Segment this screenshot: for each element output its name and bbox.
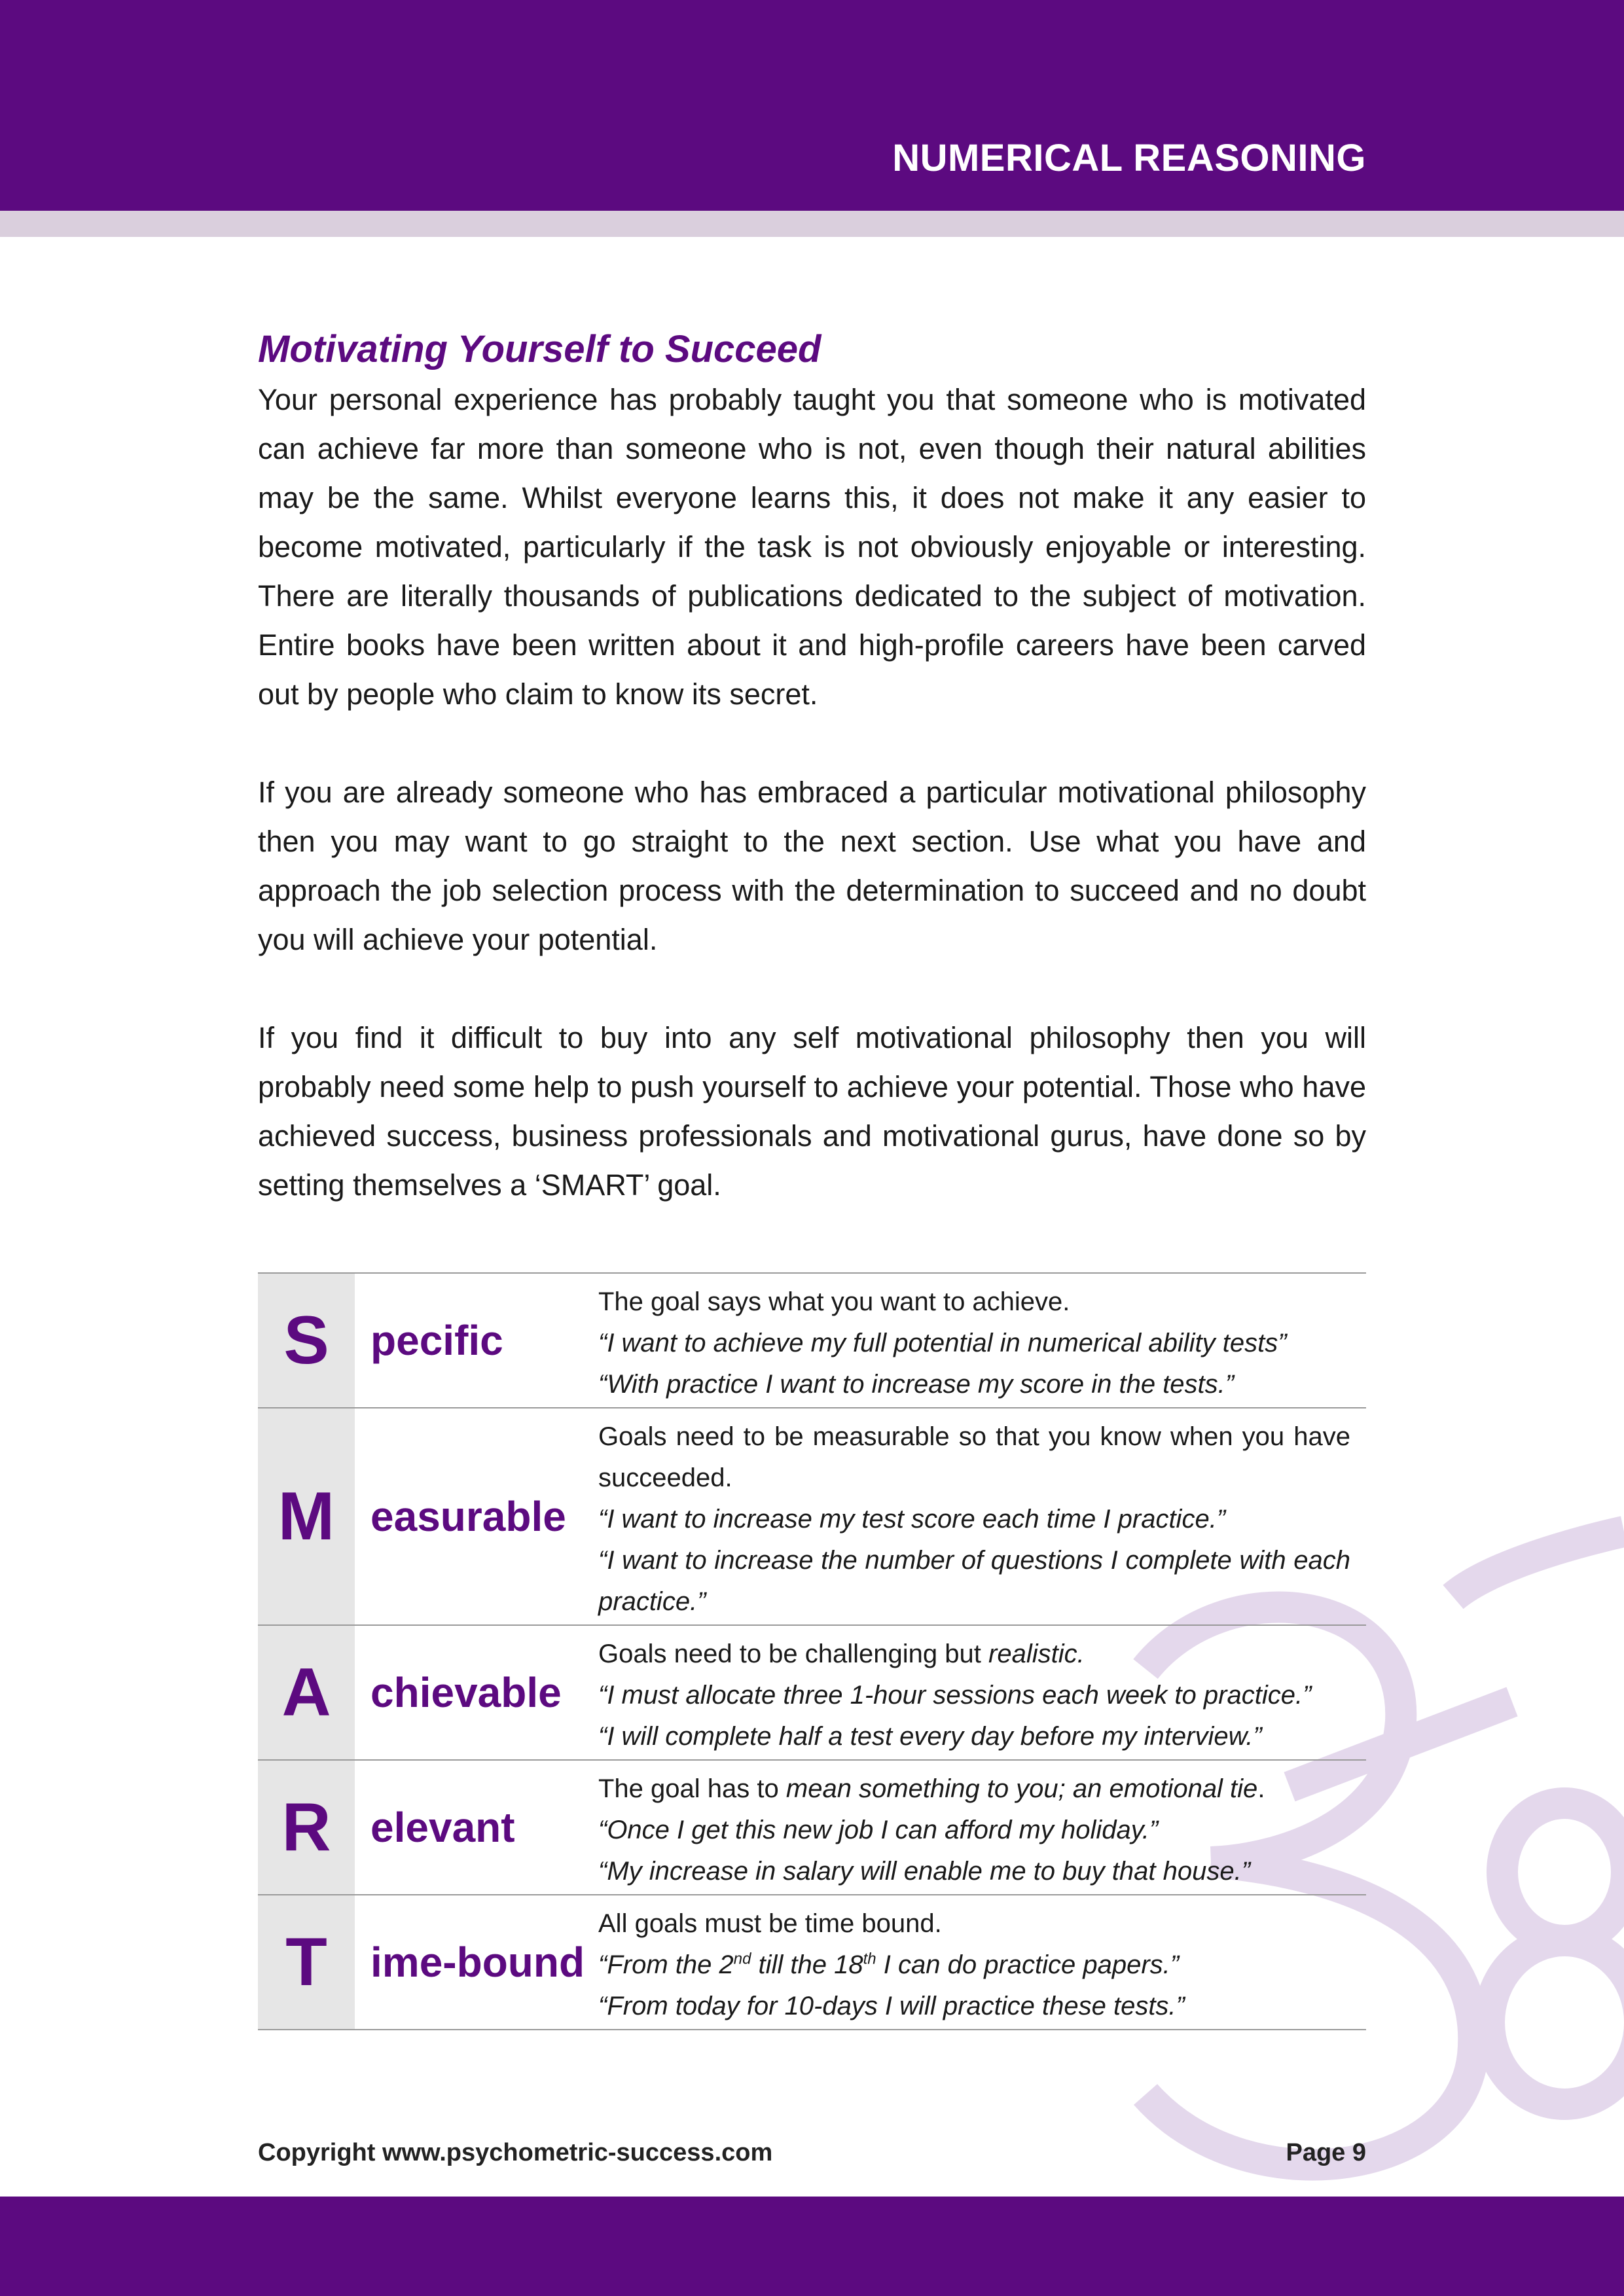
ordinal-suffix: nd xyxy=(733,1950,751,1968)
smart-letter: M xyxy=(258,1408,355,1624)
smart-letter: S xyxy=(258,1274,355,1407)
section-heading: Motivating Yourself to Succeed xyxy=(258,328,821,370)
main-content xyxy=(258,327,1366,1259)
smart-example: “With practice I want to increase my score in the tests.” xyxy=(598,1370,1235,1399)
smart-desc-line xyxy=(598,1768,1350,1810)
smart-example: “I want to achieve my full potential in numerical ability tests” xyxy=(598,1329,1287,1357)
smart-desc-end: . xyxy=(1257,1774,1265,1803)
paragraph-2: If you are already someone who has embraced a particular motivational philosophy then you may want to go straight to the next section. Use what you have and approach the job selection process with the determination to succeed and no doubt you will achieve your potential. xyxy=(258,776,1366,956)
smart-desc-text: All goals must be time bound. xyxy=(598,1909,942,1938)
footer-band xyxy=(0,2197,1624,2296)
smart-description xyxy=(598,1274,1366,1407)
paragraph-1: Your personal experience has probably taught you that someone who is motivated can achieve far more than someone who is not, even though their natural abilities may be the same. Whilst everyone learns this, it does not make it any easier to become motivated, particularly if the task is not obviously enjoyable or interesting. There are literally thousands of publications dedicated to the subject of motivation. Entire books have been written about it and high-profile careers have been carved out by people who claim to know its secret. xyxy=(258,383,1366,711)
smart-word: pecific xyxy=(370,1317,503,1364)
smart-description xyxy=(598,1626,1366,1759)
smart-desc-text: The goal has to xyxy=(598,1774,779,1803)
smart-description xyxy=(598,1761,1366,1894)
smart-row-relevant xyxy=(258,1761,1366,1895)
smart-word: easurable xyxy=(370,1493,566,1540)
smart-example: “I must allocate three 1-hour sessions each week to practice.” xyxy=(598,1681,1312,1710)
smart-letter: T xyxy=(258,1895,355,2029)
smart-description xyxy=(598,1408,1366,1624)
smart-row-measurable xyxy=(258,1408,1366,1626)
smart-desc-line xyxy=(598,1634,1350,1675)
smart-row-time-bound xyxy=(258,1895,1366,2030)
smart-desc-emphasis: mean something to you; an emotional tie xyxy=(785,1774,1258,1803)
header-strip xyxy=(0,211,1624,237)
smart-example: “My increase in salary will enable me to buy that house.” xyxy=(598,1857,1251,1886)
example-part: till the 18 xyxy=(751,1950,863,1979)
smart-row-achievable xyxy=(258,1626,1366,1761)
smart-letter: A xyxy=(258,1626,355,1759)
example-part: I can do practice papers.” xyxy=(876,1950,1180,1979)
smart-description xyxy=(598,1895,1366,2029)
smart-example: “I want to increase my test score each time I practice.” xyxy=(598,1505,1226,1534)
smart-word: ime-bound xyxy=(370,1939,585,1986)
smart-desc-text: Goals need to be measurable so that you know when you have succeeded. xyxy=(598,1422,1350,1492)
header-band xyxy=(0,0,1624,211)
paragraph-3: If you find it difficult to buy into any self motivational philosophy then you will probably need some help to push yourself to achieve your potential. Those who have achieved success, business professionals and motivational gurus, have done so by setting themselves a ‘SMART’ goal. xyxy=(258,1021,1366,1202)
footer-page-number: Page 9 xyxy=(1286,2139,1366,2166)
smart-desc-text: The goal says what you want to achieve. xyxy=(598,1287,1070,1316)
smart-desc-emphasis: realistic. xyxy=(988,1640,1085,1668)
smart-word: chievable xyxy=(370,1669,562,1716)
smart-example: “From today for 10-days I will practice these tests.” xyxy=(598,1992,1185,2020)
smart-desc-text: Goals need to be challenging but xyxy=(598,1640,981,1668)
smart-example: “I want to increase the number of questions I complete with each practice.” xyxy=(598,1546,1350,1616)
smart-letter: R xyxy=(258,1761,355,1894)
smart-example: “Once I get this new job I can afford my holiday.” xyxy=(598,1816,1159,1844)
smart-word: elevant xyxy=(370,1804,515,1851)
smart-example xyxy=(598,1945,1350,1986)
footer-copyright: Copyright www.psychometric-success.com xyxy=(258,2139,773,2166)
ordinal-suffix: th xyxy=(863,1950,876,1968)
example-part: “From the 2 xyxy=(598,1950,734,1979)
smart-example: “I will complete half a test every day before my interview.” xyxy=(598,1722,1262,1751)
header-title: NUMERICAL REASONING xyxy=(892,137,1366,179)
smart-row-specific xyxy=(258,1274,1366,1408)
smart-goals-table xyxy=(258,1272,1366,2030)
